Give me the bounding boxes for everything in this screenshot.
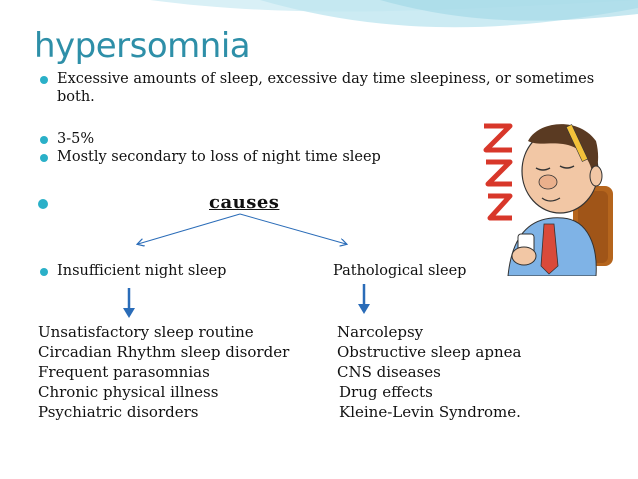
- list-item: Frequent parasomnias: [38, 363, 210, 381]
- branch-left-label: Insufficient night sleep: [57, 263, 227, 279]
- branch-right-label: Pathological sleep: [333, 263, 467, 279]
- list-item: Circadian Rhythm sleep disorder: [38, 343, 290, 361]
- list-item: Obstructive sleep apnea: [337, 343, 522, 361]
- bullet-text-prevalence: 3-5%: [57, 131, 95, 147]
- bullet-icon: [40, 268, 48, 276]
- list-item: Narcolepsy: [337, 323, 424, 341]
- right-causes-list: [337, 322, 521, 422]
- list-item: Kleine-Levin Syndrome.: [339, 403, 521, 421]
- bullet-text-definition: Excessive amounts of sleep, excessive day time sleepiness, or sometimes: [57, 71, 595, 87]
- list-item: Psychiatric disorders: [38, 403, 199, 421]
- list-item: Drug effects: [339, 383, 433, 401]
- list-item: CNS diseases: [337, 363, 441, 381]
- bullet-text-secondary: Mostly secondary to loss of night time sleep: [57, 149, 381, 165]
- list-item: Unsatisfactory sleep routine: [38, 323, 254, 341]
- causes-heading: causes: [209, 192, 280, 213]
- left-causes-list: [38, 322, 289, 422]
- bullet-text-definition-cont: both.: [57, 89, 95, 105]
- slide-title: hypersomnia: [34, 26, 251, 66]
- list-item: Chronic physical illness: [38, 383, 219, 401]
- zzz-icon: [480, 120, 520, 240]
